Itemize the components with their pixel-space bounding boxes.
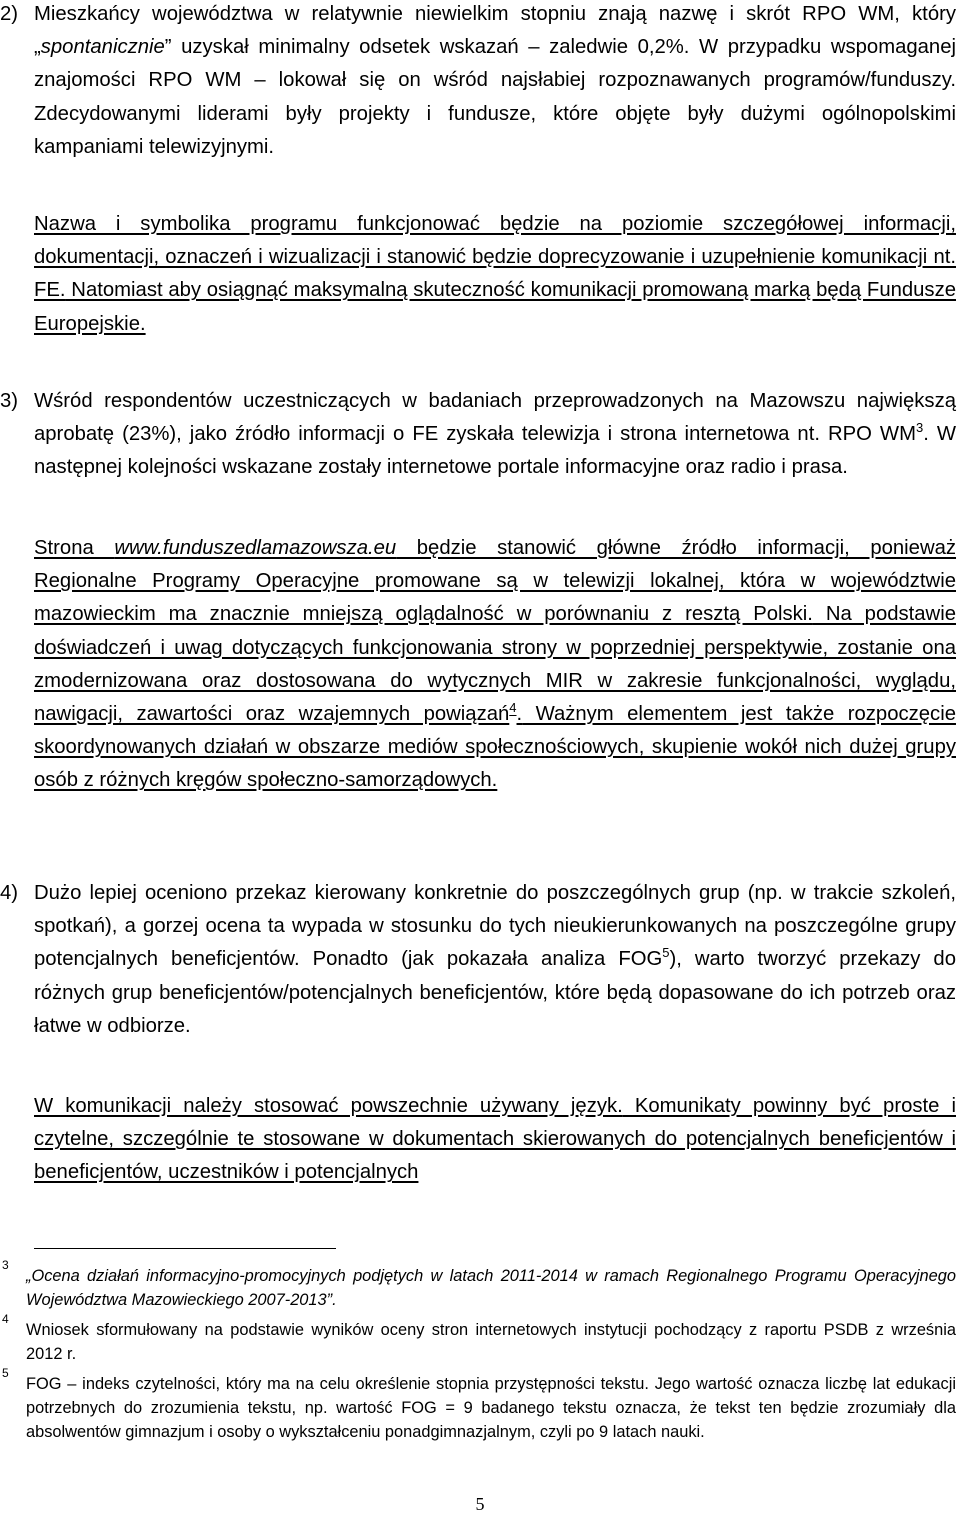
section-2-paragraph-2 [34,208,956,341]
website-link[interactable]: www.funduszedlamazowsza.eu [114,537,397,559]
section-2-italic-word: spontanicznie [40,36,165,59]
section-3-period: . [516,703,523,726]
section-3-number: 3) [0,390,19,412]
footnote-divider [34,1248,336,1249]
section-4-paragraph-1 [0,877,956,1043]
section-4-text-b: ), warto tworzyć przekazy do różnych grup beneficjentów/potencjalnych beneficjentów, które będą dopasowane do ich potrzeb oraz łatwe w odbiorze. [34,948,956,1037]
footnote-3-mark: 3 [2,1258,9,1272]
section-3-paragraph-1 [0,385,956,485]
section-2-text-a: Mieszkańcy województwa w relatywnie niewielkim stopniu znają nazwę i skrót RPO WM, który „ [34,3,956,59]
footnote-5-text: FOG – indeks czytelności, który ma na celu określenie stopnia przystępności tekstu. Jego wartość oznacza liczbę lat edukacji potrzebnych do zrozumienia tekstu, np. wartość FOG = 9 badanego tekstu oznacza, że tekst ten będzie zrozumiały dla absolwentów gimnazjum i osoby o wykształceniu ponadgimnazjalnym, czyli po 9 latach nauki. [26,1375,956,1441]
footnote-ref-5[interactable]: 5 [662,945,670,961]
page-number: 5 [475,1494,485,1514]
section-3-underlined-text-c: Na podstawie doświadczeń i uwag dotyczących funkcjonowania strony w poprzedniej perspektywie, zostanie ona zmodernizowana oraz dostosowana do wytycznych MIR w zakresie funkcjonalności, wyglądu, nawigacji, zawartości oraz wzajemnych powiązań [34,603,956,726]
section-3-strona-label: Strona [34,537,115,559]
section-2-text-b: ” uzyskał minimalny odsetek wskazań – zaledwie 0,2%. W przypadku wspomaganej znajomości RPO WM – lokował się on wśród najsłabiej rozpoznawanych programów/funduszy. Zdecydowanymi liderami były projekty i fundusze, które objęte były dużymi ogólnopolskimi kampaniami telewizyjnymi. [34,36,956,158]
footnote-4-mark: 4 [2,1312,9,1326]
footnote-4-text: Wniosek sformułowany na podstawie wyników oceny stron internetowych instytucji pochodzący z raportu PSDB z września 2012 r. [26,1321,956,1363]
footnote-ref-3[interactable]: 3 [915,420,924,436]
section-3-text-b: . W następnej kolejności wskazane zostały internetowe portale informacyjne oraz radio i prasa. [34,423,956,479]
section-2-number: 2) [0,3,19,25]
footnote-3-text: „Ocena działań informacyjno-promocyjnych podjętych w latach 2011-2014 w ramach Regionalnego Programu Operacyjnego Województwa Mazowieckiego 2007-2013”. [26,1267,956,1309]
footnote-ref-4[interactable]: 4 [509,700,517,716]
section-2-underlined-text-rest: Natomiast aby osiągnąć maksymalną skuteczność komunikacji promowaną marką będą Fundusze Europejskie. [34,279,956,335]
section-4-paragraph-2 [34,1090,956,1190]
section-4-number: 4) [0,882,19,904]
section-2-underlined-text: Nazwa i symbolika programu funkcjonować będzie na poziomie szczegółowej informacji, dokumentacji, oznaczeń i wizualizacji i stanowić będzie doprecyzowanie i uzupełnienie komunikacji nt. FE. [34,213,956,302]
section-4-text-a: Dużo lepiej oceniono przekaz kierowany konkretnie do poszczególnych grup (np. w trakcie szkoleń, spotkań), a gorzej ocena ta wypada w stosunku do tych nieukierunkowanych na poszczególne grupy potencjalnych beneficjentów. Ponadto (jak pokazała analiza FOG [34,882,956,971]
section-3-underlined-text-e: Ważnym elementem jest także rozpoczęcie skoordynowanych działań w obszarze mediów społecznościowych, skupienie wokół nich dużej grupy osób z różnych kręgów społeczno-samorządowych. [34,703,956,792]
section-3-paragraph-2 [34,532,956,798]
section-3-text-a: Wśród respondentów uczestniczących w badaniach przeprowadzonych na Mazowszu największą aprobatę (23%), jako źródło informacji o FE zyskała telewizja i strona internetowa nt. RPO WM [34,390,956,446]
footnote-5-mark: 5 [2,1366,9,1380]
section-3-underlined-text: będzie stanowić główne źródło informacji, ponieważ Regionalne Programy Operacyjne promowane są w telewizji lokalnej, która w województwie mazowieckim ma znacznie mniejszą oglądalność w porównaniu z resztą Polski. [34,537,957,626]
section-2-paragraph-1 [0,0,956,164]
section-4-underlined-text: W komunikacji należy stosować powszechnie używany język. [34,1095,623,1117]
section-4-underlined-text-rest: Komunikaty powinny być proste i czytelne, szczególnie te stosowane w dokumentach skierowanych do potencjalnych beneficjentów i beneficjentów, uczestników i potencjalnych [34,1095,956,1184]
